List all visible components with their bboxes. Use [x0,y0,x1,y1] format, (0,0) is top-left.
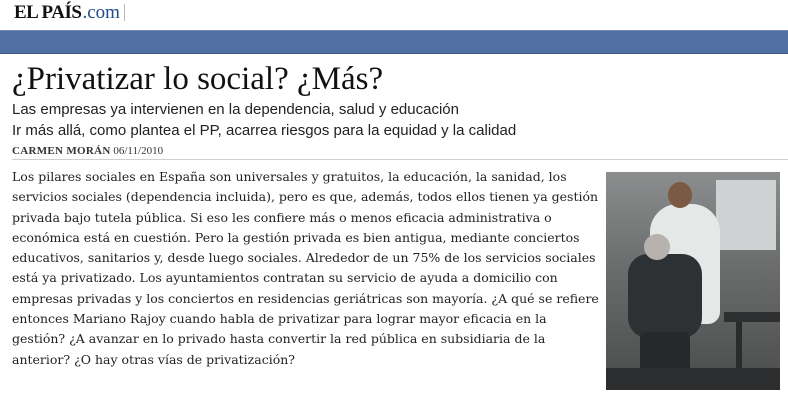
photo-elderly-person-shape [628,254,702,338]
logo-divider [124,4,125,21]
photo-handrail-shape [724,312,780,322]
photo-caregiver-head-shape [668,182,692,208]
article-subheadline-2: Ir más allá, como plantea el PP, acarrea riesgos para la equidad y la calidad [12,122,517,139]
byline-author[interactable]: CARMEN MORÁN [12,145,111,157]
photo-elderly-head-shape [644,234,670,260]
byline-divider [12,159,788,160]
article-headline: ¿Privatizar lo social? ¿Más? [12,61,384,97]
photo-window-shape [716,180,776,250]
article-subheadline-1: Las empresas ya intervienen en la dependencia, salud y educación [12,101,459,118]
logo-brand-text: EL PAÍS [14,2,82,23]
section-nav-bar [0,30,788,54]
logo-domain-suffix: .com [82,2,120,23]
article-photo[interactable] [606,172,780,390]
article-body: Los pilares sociales en España son universales y gratuitos, la educación, la sanidad, los servicios sociales (dependencia incluida), pero es que, además, todos ellos tienen ya gestión privada bajo tutela pública. Si eso les confiere más o menos eficacia administrativa o económica está en cuestión. Pero la gestión privada es bien antigua, mediante conciertos educativos, sanitarios y, desde luego sociales. Alrededor de un 75% de los servicios sociales está ya privatizado. Los ayuntamientos contratan su servicio de ayuda a domicilio con empresas privadas y los conciertos en residencias geriátricas son mayoría. ¿A qué se refiere entonces Mariano Rajoy cuando habla de privatizar para lograr mayor eficacia en la gestión? ¿A avanzar en lo privado hasta convertir la red pública en subsidiaria de la anterior? ¿O hay otras vías de privatización? [12,169,599,367]
photo-floor-shape [606,368,780,390]
site-logo[interactable] [14,2,120,24]
article-byline [12,144,163,158]
byline-date: 06/11/2010 [113,145,164,157]
